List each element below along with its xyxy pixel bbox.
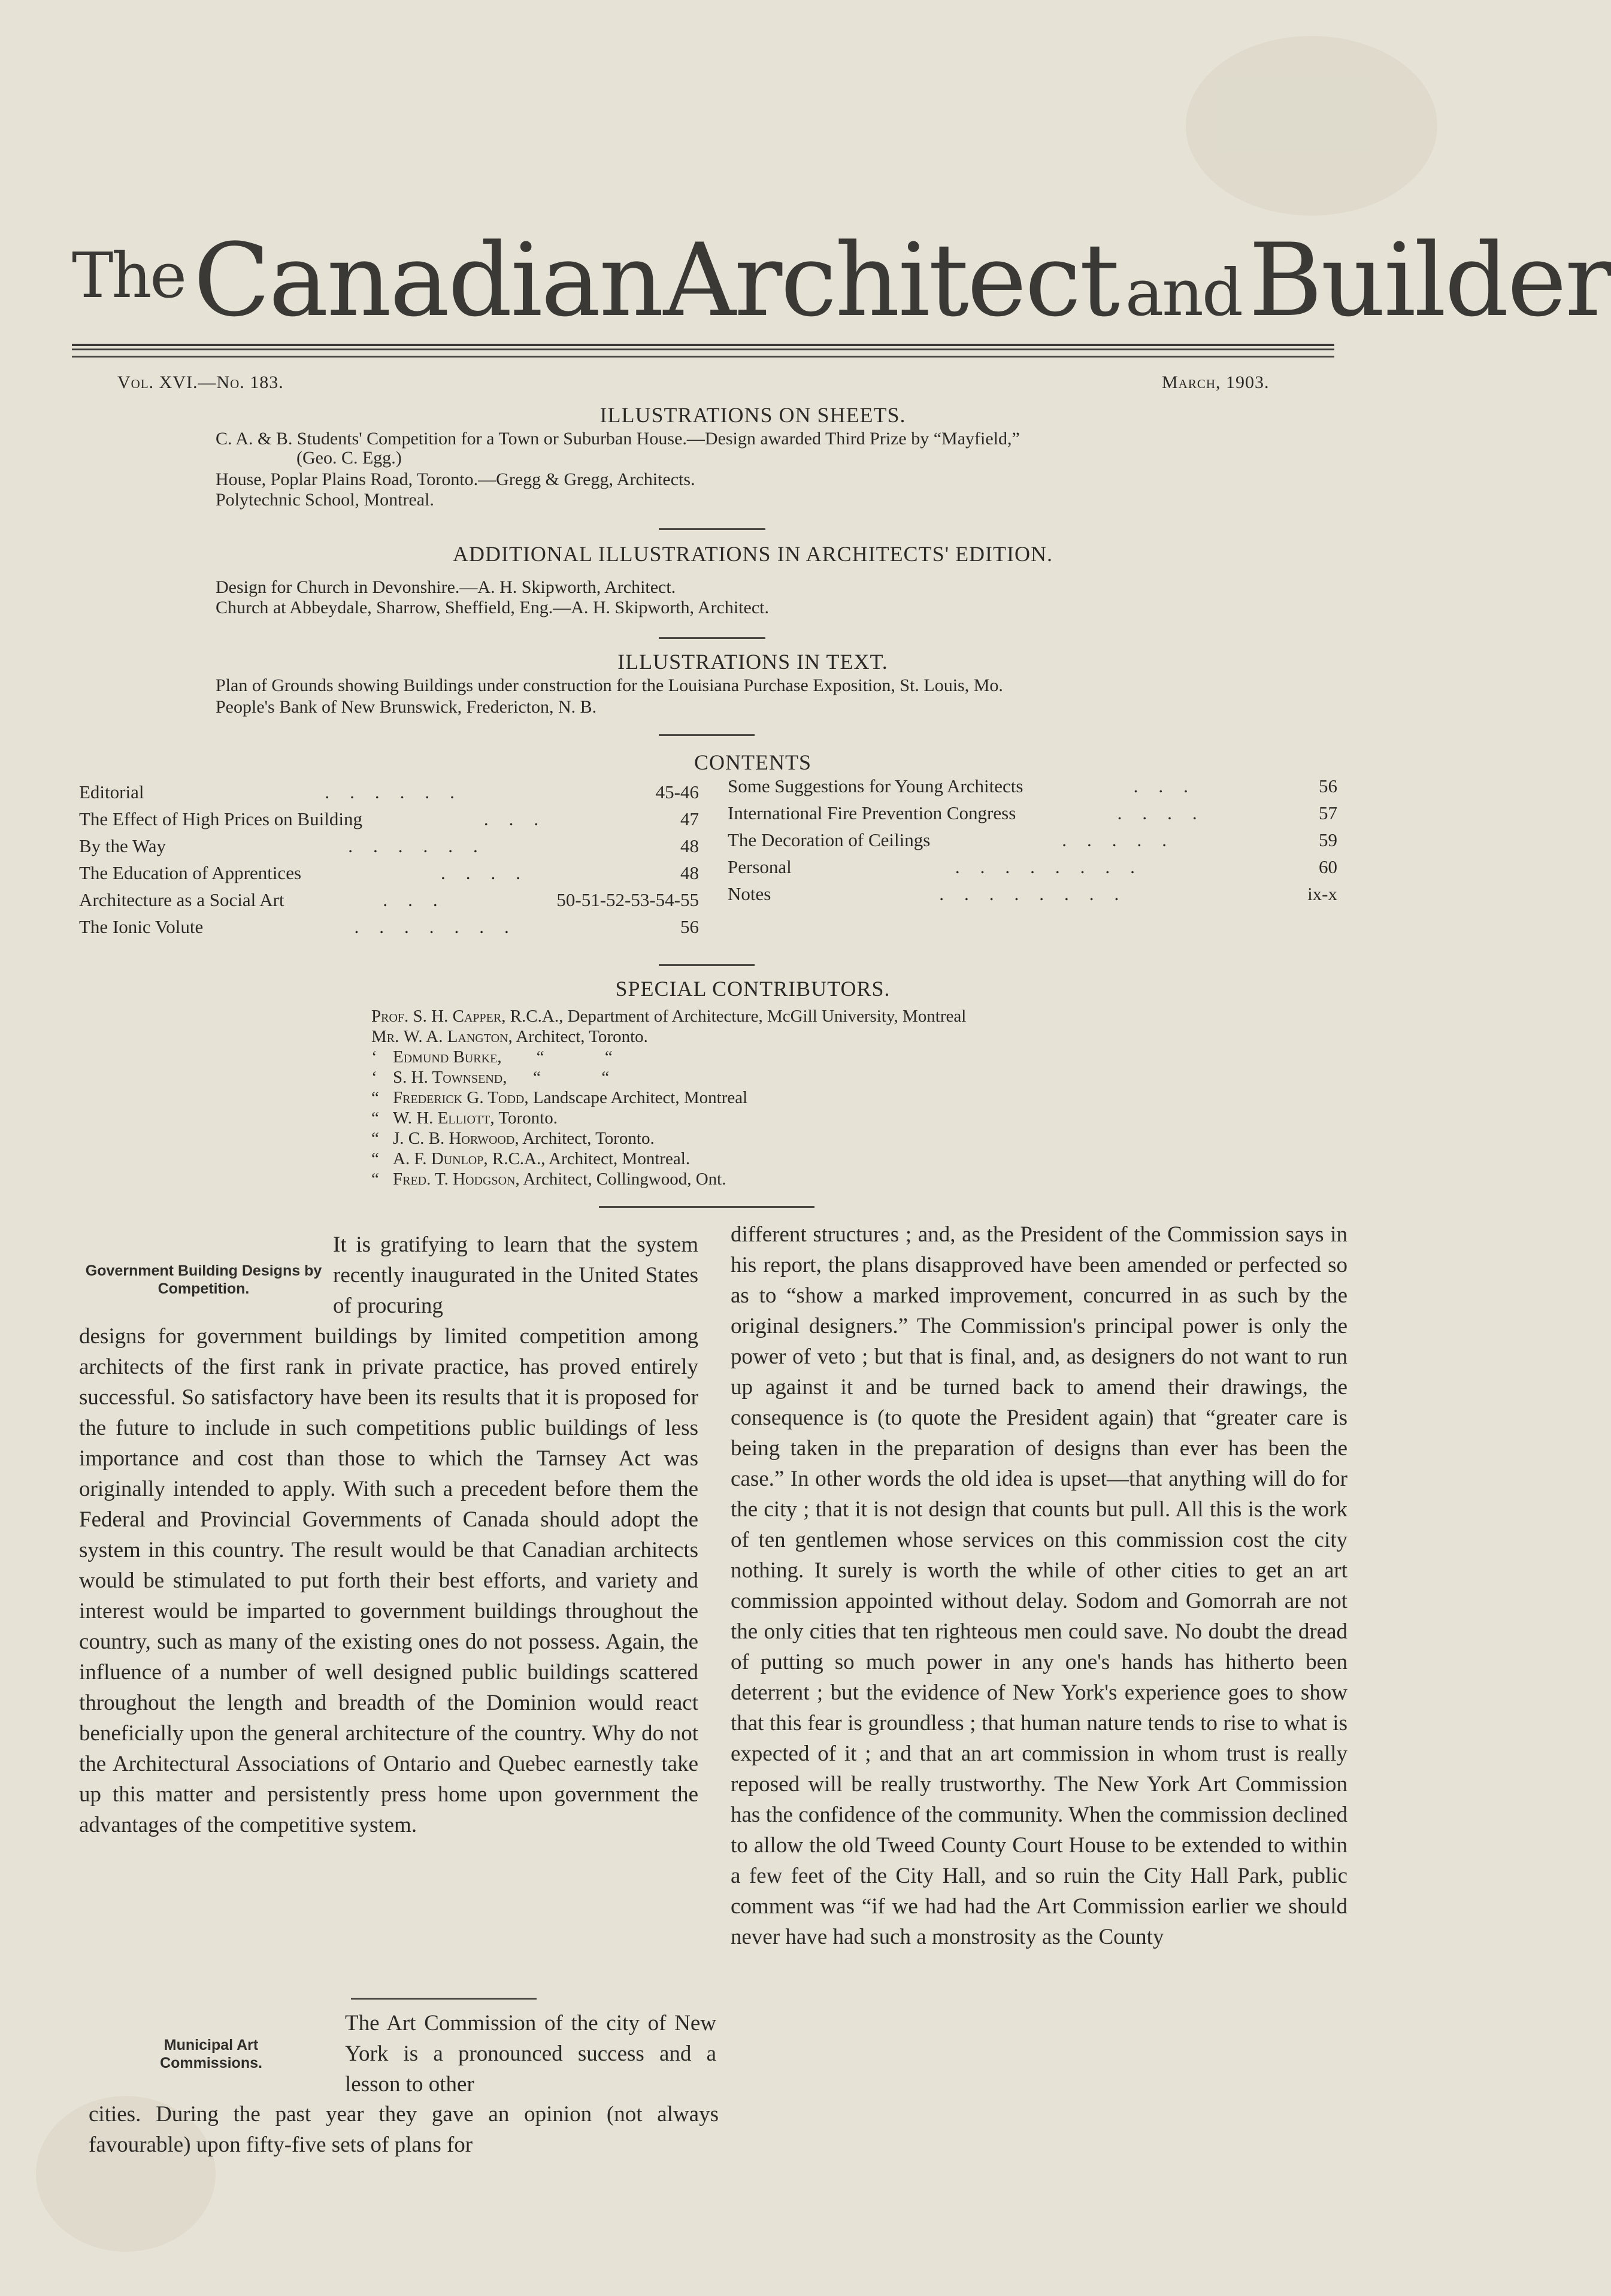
masthead-thin-rule [72, 356, 1334, 358]
contributor-entry: “ J. C. B. Horwood, Architect, Toronto. [371, 1129, 655, 1148]
toc-entry-by-the-way[interactable]: By the Way ...... 48 [79, 835, 699, 856]
toc-entry-apprentices[interactable]: The Education of Apprentices .... 48 [79, 862, 699, 883]
toc-entry-young-architects[interactable]: Some Suggestions for Young Architects ... 56 [728, 776, 1337, 796]
contributor-entry: ‘ Edmund Burke, “ “ [371, 1047, 613, 1067]
contributor-entry: “ W. H. Elliott, Toronto. [371, 1108, 558, 1128]
masthead-double-rule [72, 344, 1334, 350]
contributor-entry: ‘ S. H. Townsend, “ “ [371, 1068, 610, 1087]
illustrations-on-sheets-list [216, 426, 1353, 513]
article-government-lead: It is gratifying to learn that the system recently inaugurated in the United States of procuring [333, 1232, 698, 1318]
section-divider [599, 1206, 814, 1208]
masthead-the: The [72, 239, 185, 312]
list-item: C. A. & B. Students' Competition for a Town or Suburban House.—Design awarded Third Prize by “Mayfield,” [216, 429, 1020, 449]
list-item: Polytechnic School, Montreal. [216, 490, 434, 510]
list-item: Design for Church in Devonshire.—A. H. Skipworth, Architect. [216, 577, 676, 597]
additional-illustrations-heading: ADDITIONAL ILLUSTRATIONS IN ARCHITECTS' EDITION. [452, 542, 1053, 566]
illustrations-on-sheets-heading: ILLUSTRATIONS ON SHEETS. [599, 403, 906, 427]
toc-entry-social-art[interactable]: Architecture as a Social Art ... 50-51-52-53-54-55 [79, 889, 699, 910]
toc-entry-ionic-volute[interactable]: The Ionic Volute ....... 56 [79, 916, 699, 937]
paper-stain [1186, 36, 1437, 216]
masthead-canadian: Canadian [193, 222, 662, 339]
section-divider [659, 734, 755, 736]
list-item: House, Poplar Plains Road, Toronto.—Gregg & Gregg, Architects. [216, 470, 695, 489]
sidehead-government-building: Government Building Designs by Competition. [85, 1262, 322, 1297]
contents-heading: CONTENTS [694, 750, 811, 774]
article-government-body: designs for government buildings by limited competition among architects of the first rank in private practice, has proved entirely successful. So satisfactory have been its results that it is proposed for the future to include in such competitions public buildings of less importance and cost than those to which the Tarnsey Act was originally intended to apply. With such a precedent before them the Federal and Provincial Governments of Canada should adopt the system in this country. The result would be that Canadian architects would be stimulated to put forth their best efforts, and variety and interest would be imparted to government buildings throughout the country, such as many of the existing ones do not possess. Again, the influence of a number of well designed public buildings scattered throughout the length and breadth of the Dominion would react beneficially upon the general architecture of the country. Why do not the Architectural Associations of Ontario and Quebec earnestly take up this matter and persistently press home upon government the advantages of the competitive system. [79, 1324, 698, 1837]
masthead-builder: Builder [1248, 222, 1611, 339]
toc-entry-fire-prevention[interactable]: International Fire Prevention Congress .... 57 [728, 802, 1337, 823]
list-item: (Geo. C. Egg.) [296, 448, 402, 468]
contributor-entry: “ Frederick G. Todd, Landscape Architect, Montreal [371, 1088, 748, 1107]
contributor-entry: “ A. F. Dunlop, R.C.A., Architect, Montreal. [371, 1149, 691, 1168]
toc-entry-high-prices[interactable]: The Effect of High Prices on Building ... 47 [79, 808, 699, 829]
additional-illustrations-list [216, 575, 1353, 620]
masthead-and: and [1125, 256, 1241, 331]
contents-left-column [79, 779, 699, 940]
toc-entry-notes[interactable]: Notes ........ ix-x [728, 883, 1337, 904]
volume-number: Vol. XVI.—No. 183. [117, 372, 284, 392]
masthead-title [72, 222, 1611, 339]
section-divider [659, 964, 755, 966]
illustrations-in-text-heading: ILLUSTRATIONS IN TEXT. [617, 650, 888, 674]
article-municipal-body: cities. During the past year they gave an opinion (not always favourable) upon fifty-five sets of plans for [89, 2102, 719, 2157]
issue-date: March, 1903. [1162, 372, 1270, 392]
contents-right-column [728, 773, 1337, 907]
list-item: Church at Abbeydale, Sharrow, Sheffield, Eng.—A. H. Skipworth, Architect. [216, 598, 769, 617]
toc-entry-personal[interactable]: Personal ........ 60 [728, 856, 1337, 877]
section-divider [659, 637, 765, 639]
toc-entry-ceilings[interactable]: The Decoration of Ceilings ..... 59 [728, 829, 1337, 850]
masthead-architect: Architect [663, 222, 1118, 339]
toc-entry-editorial[interactable]: Editorial ...... 45-46 [79, 782, 699, 802]
article-divider [351, 1998, 537, 2000]
contributor-entry: Prof. S. H. Capper, R.C.A., Department of Architecture, McGill University, Montreal [371, 1007, 967, 1026]
article-municipal-lead: The Art Commission of the city of New York is a pronounced success and a lesson to other [345, 2011, 716, 2097]
list-item: People's Bank of New Brunswick, Fredericton, N. B. [216, 697, 597, 717]
contributors-heading: SPECIAL CONTRIBUTORS. [615, 977, 891, 1001]
contributor-entry: Mr. W. A. Langton, Architect, Toronto. [371, 1027, 648, 1046]
illustrations-in-text-list [216, 673, 1353, 720]
sidehead-municipal-art: Municipal Art Commissions. [160, 2037, 262, 2071]
contributor-entry: “ Fred. T. Hodgson, Architect, Collingwood, Ont. [371, 1170, 726, 1189]
article-municipal-continued: different structures ; and, as the President of the Commission says in his report, the plans disapproved have been amended or perfected so as to “show a marked improvement, concurred in as such by the original designers.” The Commission's principal power is only the power of veto ; but that is final, and, as designers do not want to run up against it and be turned back to amend their drawings, the consequence is (to quote the President again) that “greater care is being taken in the preparation of designs than ever has been the case.” In other words the old idea is upset—that anything will do for the city ; that it is not design that counts but pull. All this is the work of ten gentlemen whose services on this commission cost the city nothing. It surely is worth the while of other cities to get an art commission appointed without delay. Sodom and Gomorrah are not the only cities that ten righteous men could save. No doubt the dread of putting so much power in any one's hands has hitherto been deterrent ; but the evidence of New York's experience goes to show that this fear is groundless ; that human nature tends to rise to what is expected of it ; and that an art commission in whom trust is really reposed will be really trustworthy. The New York Art Commission has the confidence of the community. When the commission declined to allow the old Tweed County Court House to be extended to within a few feet of the City Hall, and so ruin the City Hall Park, public comment was “if we had had the Art Commission earlier we should never have had such a monstrosity as the County [731, 1222, 1347, 1949]
section-divider [659, 528, 765, 530]
contributors-list [371, 1006, 966, 1189]
list-item: Plan of Grounds showing Buildings under construction for the Louisiana Purchase Exposition, St. Louis, Mo. [216, 676, 1003, 695]
